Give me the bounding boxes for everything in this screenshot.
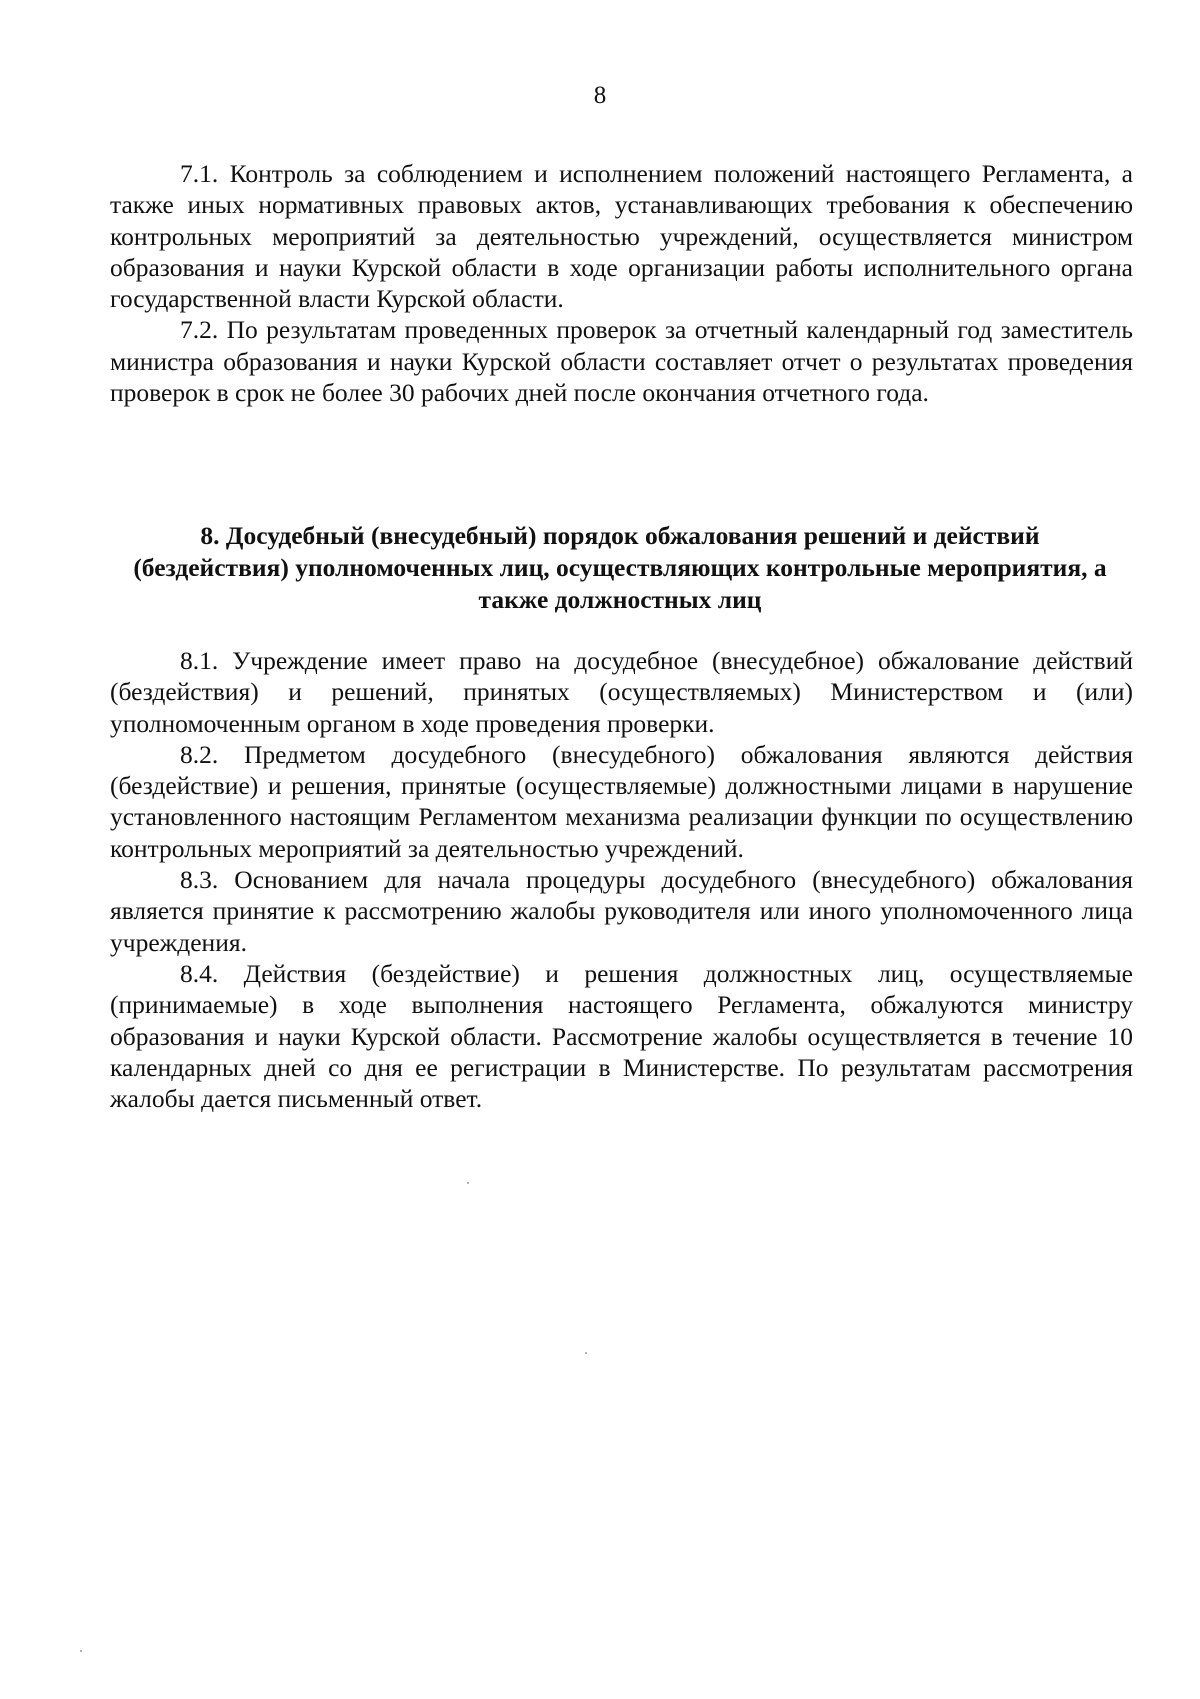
section-8 bbox=[110, 645, 1133, 1114]
scan-speck bbox=[80, 1650, 82, 1652]
paragraph-8-1: 8.1. Учреждение имеет право на досудебное (внесудебное) обжалование действий (бездействия) и решений, принятых (осуществляемых) Министерством и (или) уполномоченным органом в ходе проведения проверки. bbox=[110, 646, 1133, 738]
paragraph-7-1: 7.1. Контроль за соблюдением и исполнением положений настоящего Регламента, а также иных нормативных правовых актов, устанавливающих требования к обеспечению контрольных мероприятий за деятельностью учреждений, осуществляется министром образования и науки Курской области в ходе организации работы исполнительного органа государственной власти Курской области. bbox=[110, 159, 1133, 314]
scan-speck bbox=[585, 1352, 587, 1354]
page-number: 8 bbox=[593, 82, 607, 109]
paragraph-8-2: 8.2. Предметом досудебного (внесудебного) обжалования являются действия (бездействие) и решения, принятые (осуществляемые) должностными лицами в нарушение установленного настоящим Регламентом механизма реализации функции по осуществлению контрольных мероприятий за деятельностью учреждений. bbox=[110, 739, 1133, 863]
paragraph-8-4: 8.4. Действия (бездействие) и решения должностных лиц, осуществляемые (принимаемые) в ходе выполнения настоящего Регламента, обжалуются министру образования и науки Курской области. Рассмотрение жалобы осуществляется в течение 10 календарных дней со дня ее регистрации в Министерстве. По результатам рассмотрения жалобы дается письменный ответ. bbox=[110, 958, 1133, 1114]
section-8-heading: 8. Досудебный (внесудебный) порядок обжалования решений и действий (бездействия) уполномоченных лиц, осуществляющих контрольные мероприятия, а также должностных лиц bbox=[133, 521, 1107, 614]
paragraph-7-2: 7.2. По результатам проведенных проверок за отчетный календарный год заместитель министра образования и науки Курской области составляет отчет о результатах проведения проверок в срок не более 30 рабочих дней после окончания отчетного года. bbox=[110, 315, 1133, 408]
section-7 bbox=[110, 158, 1133, 408]
scan-speck bbox=[467, 1182, 469, 1184]
paragraph-8-3: 8.3. Основанием для начала процедуры досудебного (внесудебного) обжалования является принятие к рассмотрению жалобы руководителя или иного уполномоченного лица учреждения. bbox=[110, 865, 1133, 957]
